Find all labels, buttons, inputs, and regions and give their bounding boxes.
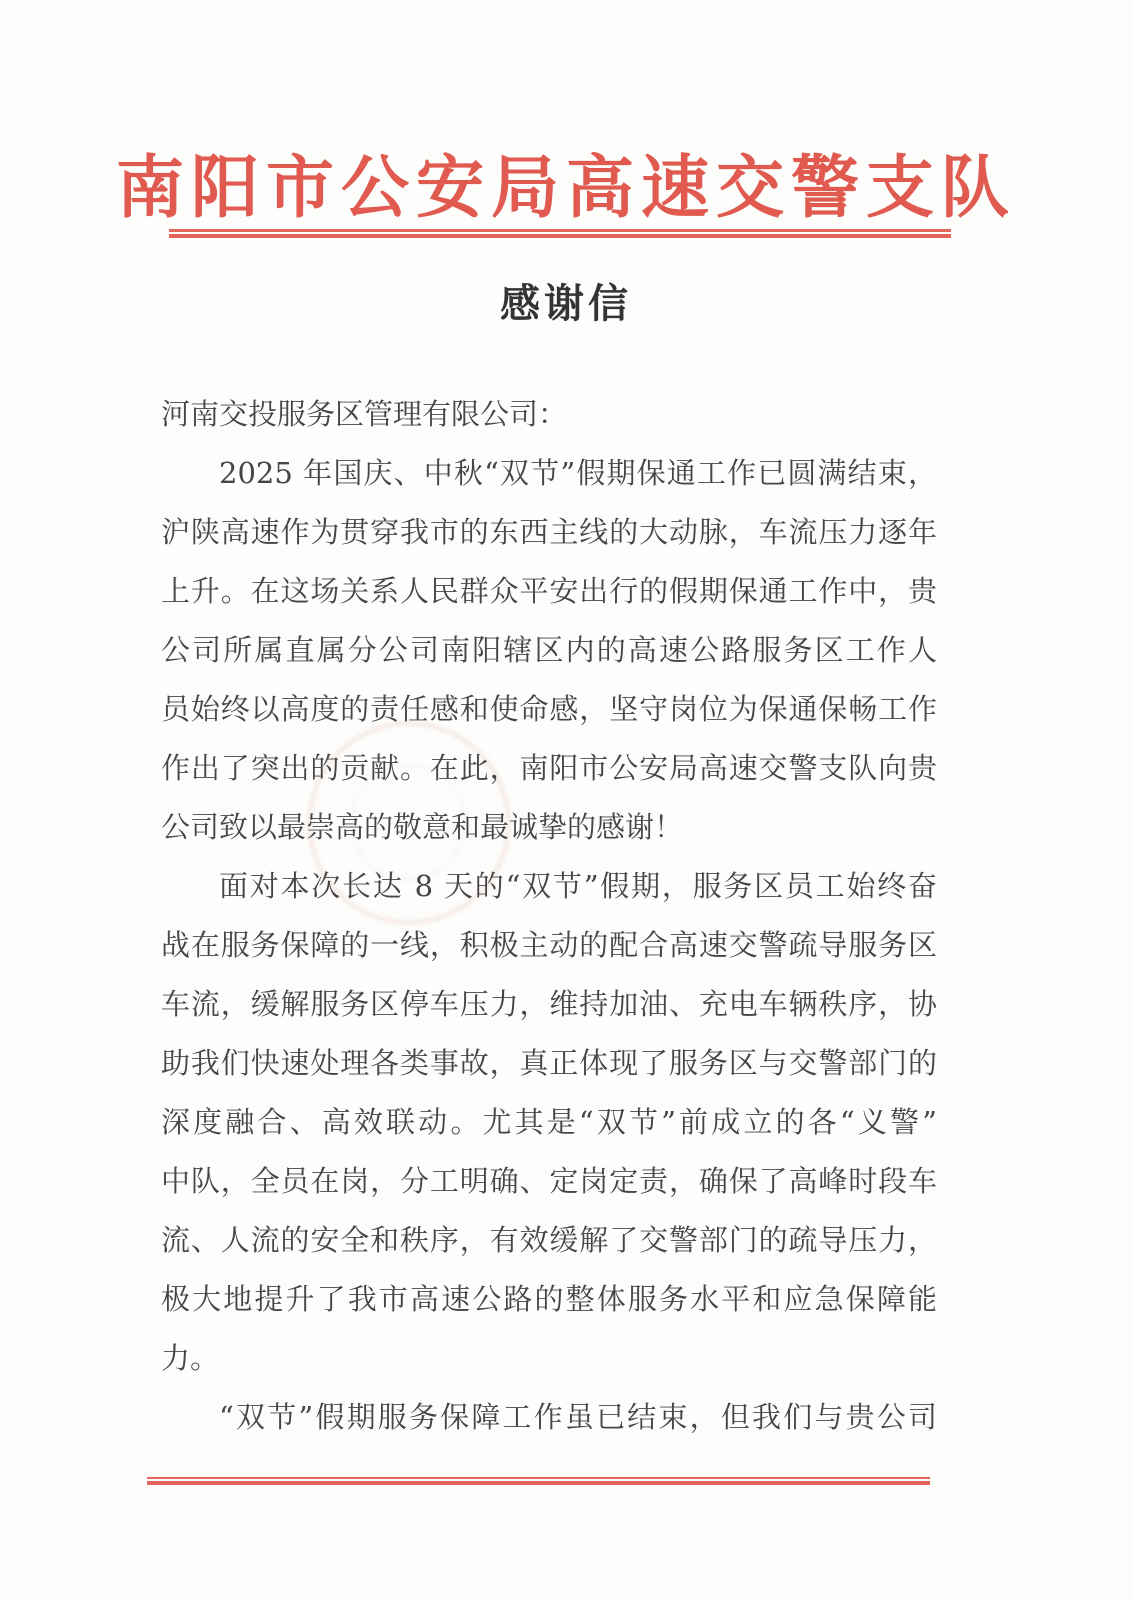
body-line: 深度融合、高效联动。尤其是“双节”前成立的各“义警”	[161, 1105, 937, 1139]
body-line: 上升。在这场关系人民群众平安出行的假期保通工作中，贵	[161, 574, 937, 608]
body-line: 公司致以最崇高的敬意和最诚挚的感谢！	[161, 810, 684, 844]
body-line: 员始终以高度的责任感和使命感，坚守岗位为保通保畅工作	[161, 692, 937, 726]
body-line: 公司所属直属分公司南阳辖区内的高速公路服务区工作人	[161, 633, 937, 667]
footer-rule-bottom	[147, 1481, 930, 1485]
letter-body	[161, 385, 937, 1447]
body-line: 面对本次长达 8 天的“双节”假期，服务区员工始终奋	[219, 869, 937, 903]
letterhead-rule-bottom	[169, 234, 951, 238]
letterhead-org-name: 南阳市公安局高速交警支队	[115, 148, 1016, 228]
body-line: 极大地提升了我市高速公路的整体服务水平和应急保障能	[161, 1282, 937, 1316]
body-line: 作出了突出的贡献。在此，南阳市公安局高速交警支队向贵	[161, 751, 937, 785]
body-line: 车流，缓解服务区停车压力，维持加油、充电车辆秩序，协	[161, 987, 937, 1021]
footer-double-rule	[147, 1477, 930, 1485]
body-line: 助我们快速处理各类事故，真正体现了服务区与交警部门的	[161, 1046, 937, 1080]
body-line: 沪陕高速作为贯穿我市的东西主线的大动脉，车流压力逐年	[161, 515, 937, 549]
body-line: “双节”假期服务保障工作虽已结束，但我们与贵公司	[219, 1400, 937, 1434]
body-line: 2025 年国庆、中秋“双节”假期保通工作已圆满结束，	[219, 456, 937, 490]
body-line: 力。	[161, 1341, 220, 1375]
letterhead-rule-top	[169, 229, 951, 232]
footer-rule-top	[147, 1477, 930, 1479]
letterhead-double-rule	[169, 229, 951, 238]
body-line: 河南交投服务区管理有限公司：	[161, 397, 568, 431]
body-line: 中队，全员在岗，分工明确、定岗定责，确保了高峰时段车	[161, 1164, 937, 1198]
body-line: 战在服务保障的一线，积极主动的配合高速交警疏导服务区	[161, 928, 937, 962]
body-line: 流、人流的安全和秩序，有效缓解了交警部门的疏导压力，	[161, 1223, 937, 1257]
document-title: 感谢信	[500, 280, 632, 327]
